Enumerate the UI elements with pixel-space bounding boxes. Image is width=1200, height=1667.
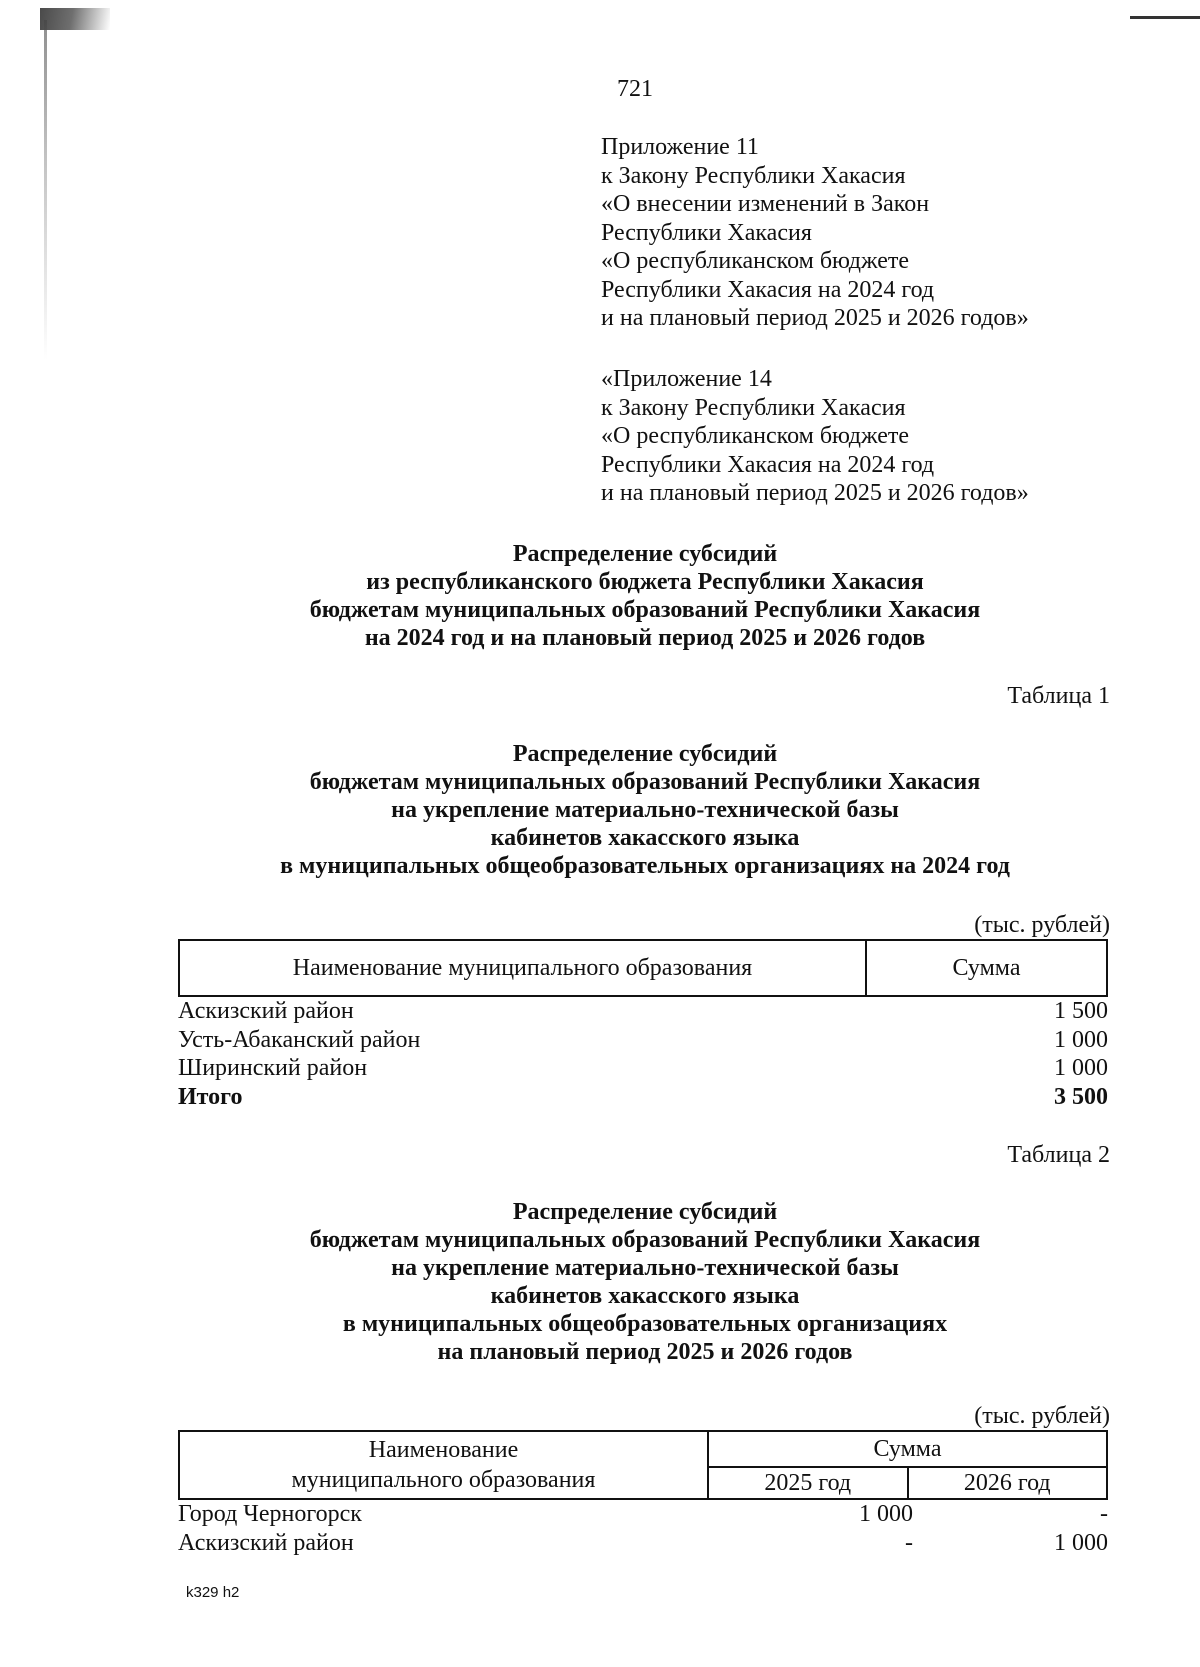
header-name-cell: Наименование муниципального образования [180,941,867,995]
header-name-line: муниципального образования [291,1467,596,1493]
header-name-cell [180,1432,709,1498]
page-number: 721 [617,76,653,102]
total-label: Итого [178,1083,243,1110]
document-code: k329 h2 [186,1584,240,1601]
row-name: Усть-Абаканский район [178,1026,421,1053]
annex-line: и на плановый период 2025 и 2026 годов» [601,480,1029,506]
row-name: Аскизский район [178,1529,354,1556]
title-line: Распределение субсидий [512,541,778,567]
title-line: кабинетов хакасского языка [490,825,800,851]
title-line: на укрепление материально-технической базы [391,1255,899,1281]
header-sum-cell: Сумма [952,954,1021,981]
title-line: кабинетов хакасского языка [490,1283,800,1309]
table-row [178,1026,1108,1055]
annex-line: «О внесении изменений в Закон [601,191,930,217]
header-year-2026: 2026 год [963,1469,1051,1496]
scan-artifact-edge [44,20,47,360]
header-name-line: Наименование [368,1437,519,1463]
row-value-2025: - [905,1529,913,1556]
row-value: 1 500 [1054,998,1108,1024]
row-value-2026: 1 000 [1054,1529,1108,1556]
row-value-2026: - [1100,1501,1108,1527]
annex-line: к Закону Республики Хакасия [601,394,906,421]
table2-title [0,1198,1200,1366]
title-line: на укрепление материально-технической базы [391,797,899,823]
row-value: 1 000 [1054,1026,1108,1053]
header-year-2025: 2025 год [709,1468,909,1498]
title-line: бюджетам муниципальных образований Республики Хакасия [309,597,981,623]
row-value-2025: 1 000 [859,1501,913,1527]
annex-line: Республики Хакасия на 2024 год [601,276,935,303]
header-sum-cell [709,1432,1106,1498]
row-name: Аскизский район [178,998,354,1024]
title-line: Распределение субсидий [512,741,778,767]
title-line: бюджетам муниципальных образований Республики Хакасия [309,1227,981,1253]
annex-line: Республики Хакасия на 2024 год [601,451,935,478]
annex-line: «О республиканском бюджете [601,248,910,274]
annex-line: и на плановый период 2025 и 2026 годов» [601,305,1029,331]
table2-units: (тыс. рублей) [974,1403,1110,1429]
title-line: Распределение субсидий [512,1199,778,1225]
title-line: на 2024 год и на плановый период 2025 и 2026 годов [364,625,926,651]
row-value: 1 000 [1054,1055,1108,1081]
table2-header [178,1430,1108,1500]
row-name: Город Черногорск [178,1501,362,1527]
table-total-row [178,1083,1108,1112]
table-row [178,997,1108,1026]
title-line: из республиканского бюджета Республики Хакасия [366,569,924,595]
annex-line: Приложение 11 [601,134,759,160]
annex-line: «О республиканском бюджете [601,423,910,449]
title-line: на плановый период 2025 и 2026 годов [437,1339,853,1365]
title-line: в муниципальных общеобразовательных организациях на 2024 год [280,853,1010,879]
annex-14-header [601,365,1029,508]
header-years [709,1468,1106,1498]
table-row [178,1500,1108,1529]
total-value: 3 500 [1054,1083,1108,1110]
table1-title [0,740,1200,880]
title-line: в муниципальных общеобразовательных организациях [342,1311,948,1337]
table1-header [178,939,1108,997]
table2-label: Таблица 2 [1007,1142,1110,1168]
annex-line: к Закону Республики Хакасия [601,162,906,189]
table1-body [178,997,1108,1111]
table1-label: Таблица 1 [1007,683,1110,709]
annex-line: «Приложение 14 [601,366,772,392]
title-line: бюджетам муниципальных образований Республики Хакасия [309,769,981,795]
table1-units: (тыс. рублей) [974,912,1110,938]
table2-body [178,1500,1108,1557]
table-row [178,1529,1108,1558]
header-sum-label: Сумма [709,1432,1106,1468]
row-name: Ширинский район [178,1055,368,1081]
document-title [0,540,1200,652]
annex-11-header [601,133,1029,333]
table-row [178,1054,1108,1083]
scan-artifact-line [1130,16,1200,19]
scan-artifact-corner [40,8,110,30]
annex-line: Республики Хакасия [601,219,812,246]
